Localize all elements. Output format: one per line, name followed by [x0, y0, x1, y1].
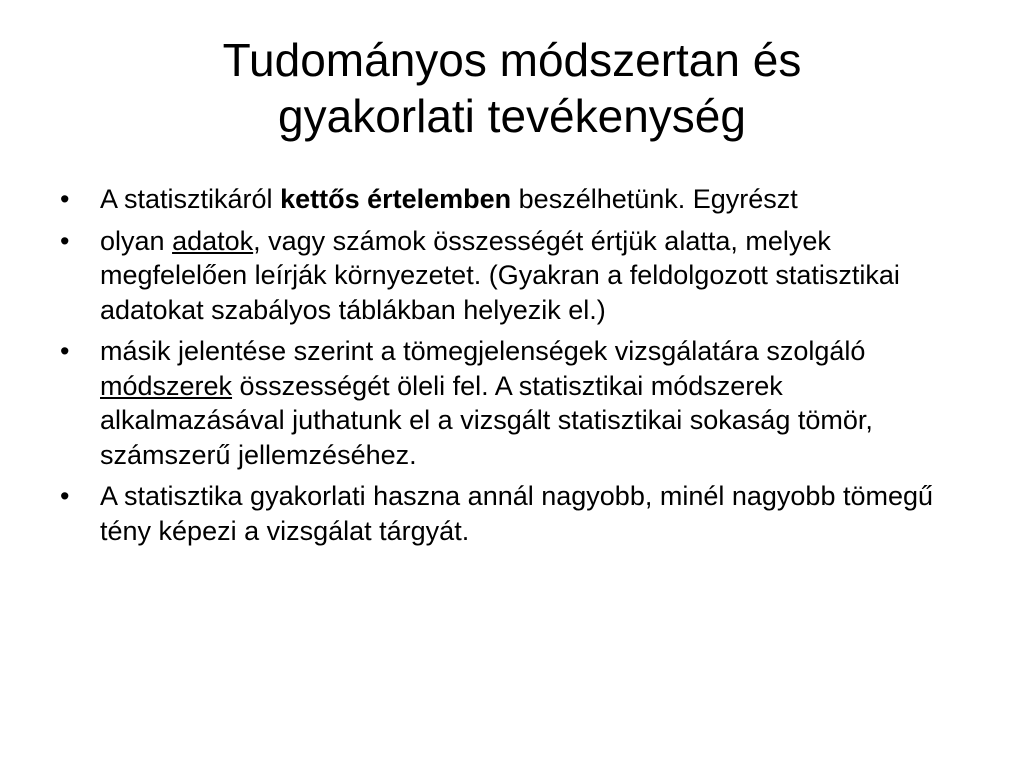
bullet-marker-icon: • — [60, 225, 70, 256]
bullet-marker-icon: • — [60, 481, 70, 511]
bullet-4-text: A statisztika gyakorlati haszna annál nagyobb, minél nagyobb tömegű tény képezi a vizsgálat tárgyát. — [100, 481, 934, 546]
slide-title — [100, 32, 924, 144]
bullet-item-3 — [58, 334, 958, 472]
bullet-item-1 — [58, 182, 958, 217]
bullet-3-underlined: módszerek — [100, 370, 233, 401]
bullet-marker-icon: • — [60, 336, 70, 366]
slide-title-line-2: gyakorlati tevékenység — [278, 90, 746, 142]
bullet-item-4 — [58, 479, 958, 548]
bullet-1-text-end: beszélhetünk. Egyrészt — [511, 184, 798, 214]
bullet-item-2 — [58, 224, 958, 328]
bullet-2-underlined: adatok — [172, 225, 254, 256]
bullet-2-text-end: , vagy számok összességét értjük alatta, melyek megfelelően leírják környezetet. (Gyakran a feldolgozott statisztikai adatokat szabályos táblákban helyezik el.) — [100, 225, 900, 325]
bullet-2-text: olyan — [100, 225, 173, 256]
bullet-list — [58, 182, 958, 555]
slide-title-line-1: Tudományos módszertan és — [222, 34, 802, 86]
bullet-3-text: másik jelentése szerint a tömegjelenségek vizsgálatára szolgáló — [100, 336, 866, 366]
bullet-3-text-end: összességét öleli fel. A statisztikai módszerek alkalmazásával juthatunk el a vizsgált statisztikai sokaság tömör, számszerű jellemzéséhez. — [100, 370, 873, 470]
bullet-1-text: A statisztikáról — [100, 184, 281, 214]
bullet-1-emphasis: kettős értelemben — [280, 184, 512, 214]
bullet-marker-icon: • — [60, 184, 70, 214]
